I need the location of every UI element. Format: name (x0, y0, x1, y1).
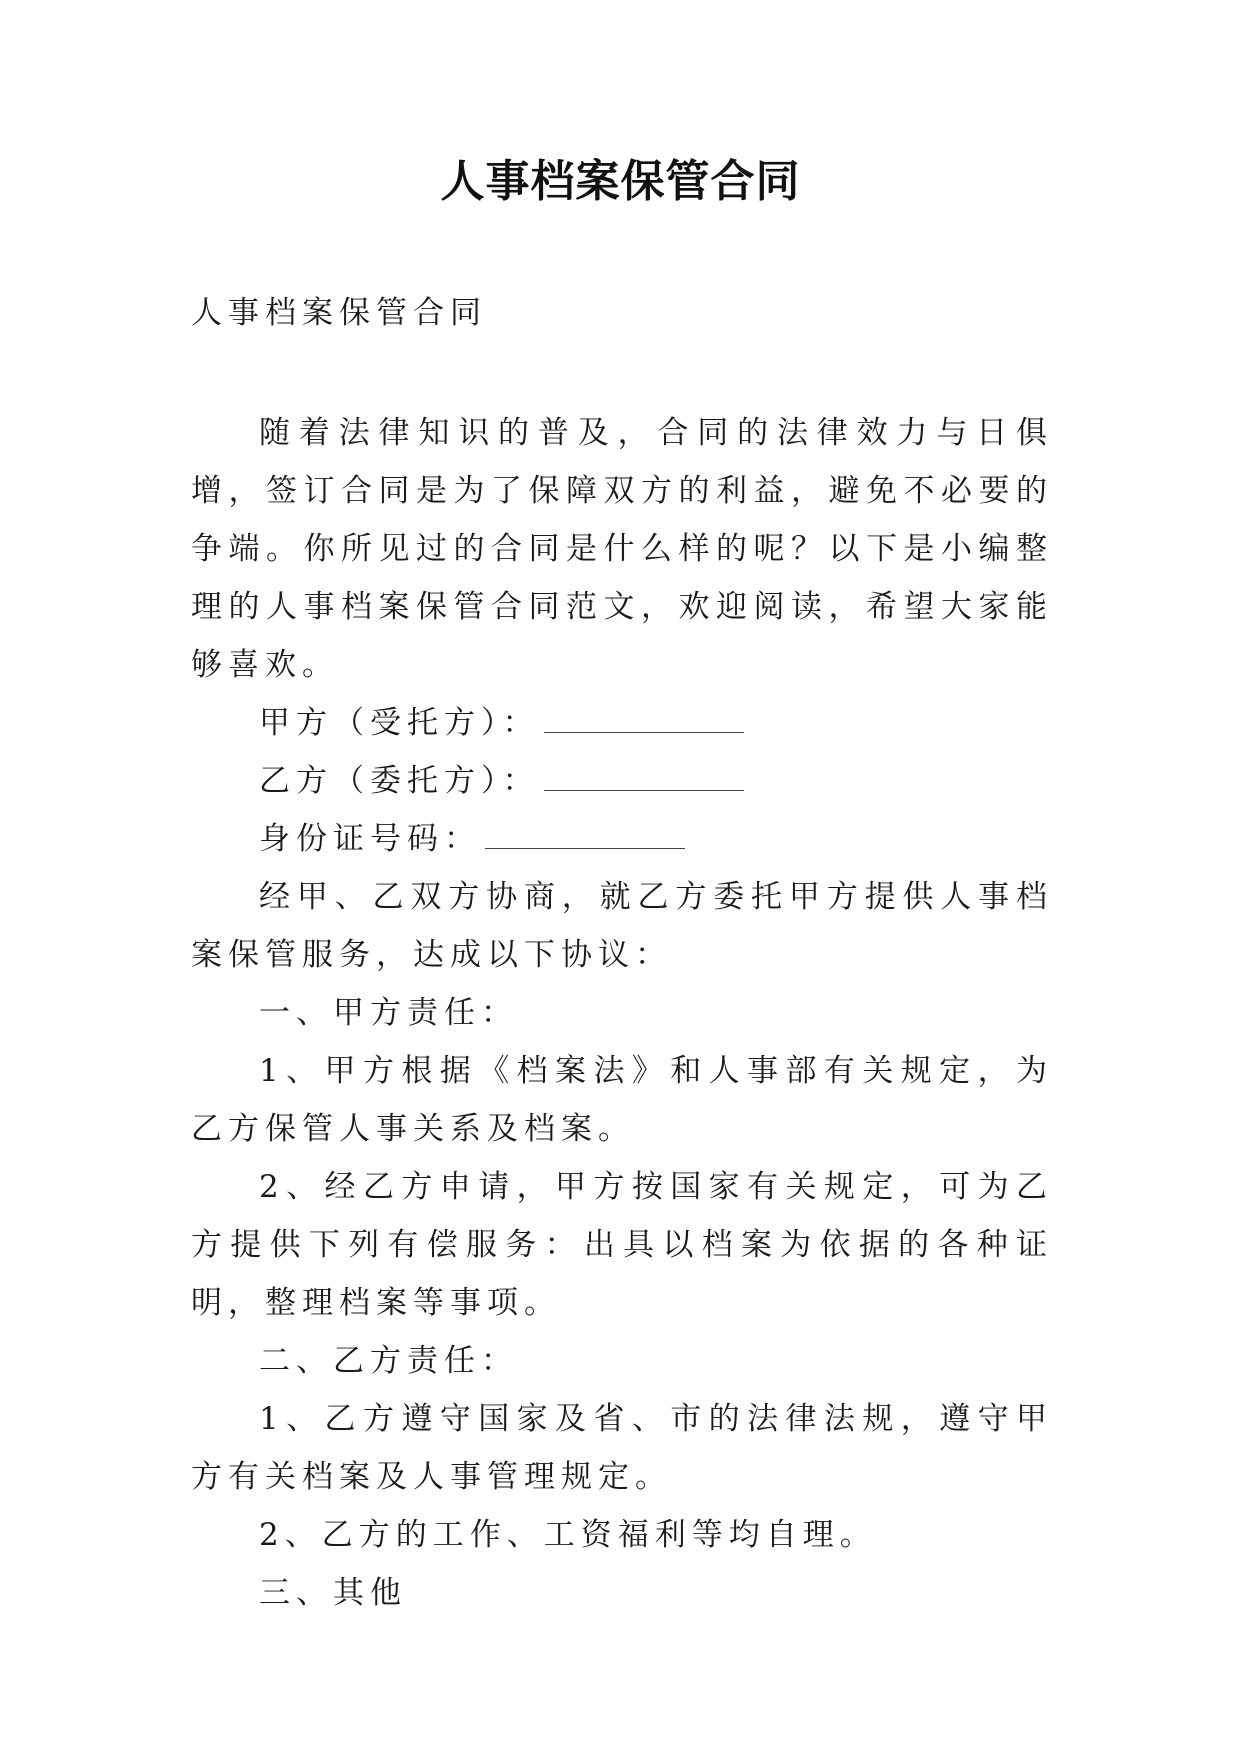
party-a-blank (544, 702, 744, 733)
section-2-item-1: 1、乙方遵守国家及省、市的法律法规，遵守甲方有关档案及人事管理规定。 (191, 1401, 1053, 1495)
id-number-label: 身份证号码： (259, 821, 481, 857)
section-1-item-1: 1、甲方根据《档案法》和人事部有关规定，为乙方保管人事关系及档案。 (191, 1053, 1053, 1147)
party-a-label: 甲方（受托方）： (259, 705, 540, 741)
document-title: 人事档案保管合同 (440, 156, 801, 207)
party-b-line (191, 752, 1053, 810)
id-number-blank (485, 818, 685, 849)
party-b-label: 乙方（委托方）： (259, 763, 540, 799)
id-number-line (191, 810, 1053, 868)
intro-paragraph: 随着法律知识的普及，合同的法律效力与日俱增，签订合同是为了保障双方的利益，避免不必要的争端。你所见过的合同是什么样的呢？以下是小编整理的人事档案保管合同范文，欢迎阅读，希望大家能够喜欢。 (191, 415, 1053, 683)
section-2-item-2: 2、乙方的工作、工资福利等均自理。 (259, 1517, 877, 1553)
document-body (191, 284, 1053, 1622)
document-subtitle: 人事档案保管合同 (191, 295, 487, 331)
party-a-line (191, 694, 1053, 752)
agreement-paragraph: 经甲、乙双方协商，就乙方委托甲方提供人事档案保管服务，达成以下协议： (191, 879, 1053, 973)
section-1-heading: 一、甲方责任： (259, 995, 518, 1031)
section-3-heading: 三、其他 (259, 1575, 407, 1611)
section-1-item-2: 2、经乙方申请，甲方按国家有关规定，可为乙方提供下列有偿服务：出具以档案为依据的各种证明，整理档案等事项。 (191, 1169, 1053, 1321)
party-b-blank (544, 760, 744, 791)
section-2-heading: 二、乙方责任： (259, 1343, 518, 1379)
